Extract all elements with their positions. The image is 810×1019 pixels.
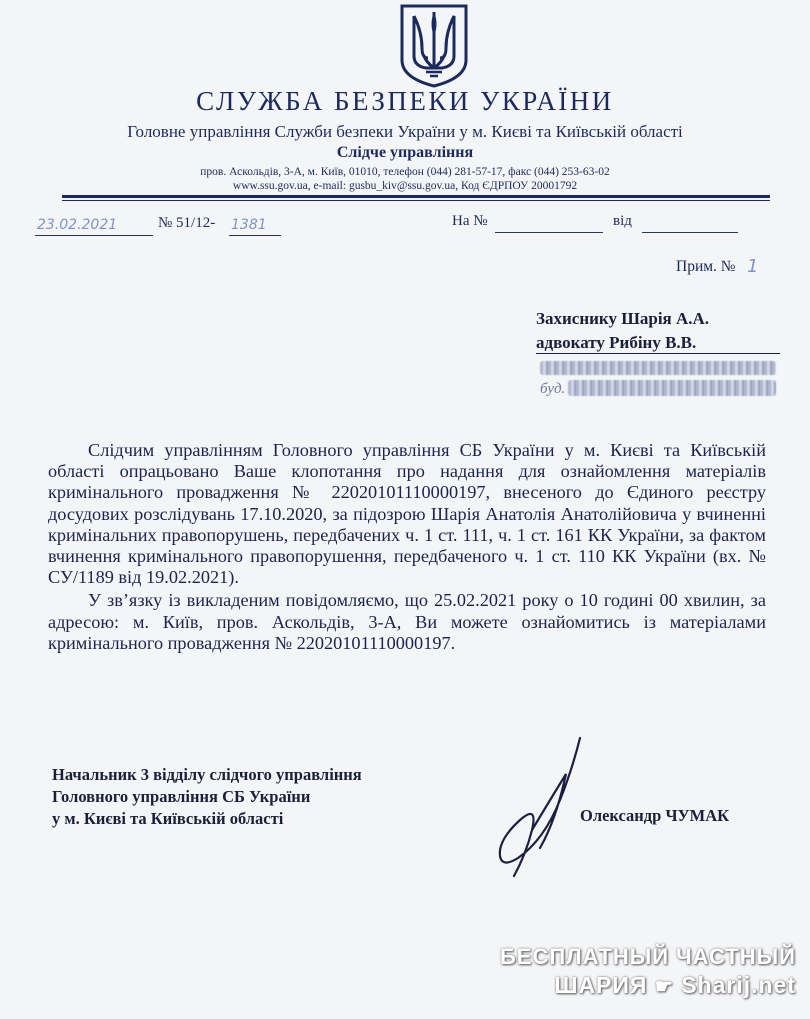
signatory-name: Олександр ЧУМАК [580,806,730,825]
department-name: Слідче управління [336,144,474,161]
redacted-address [540,361,776,375]
letterhead-divider-thin [62,200,770,201]
position-line-3: у м. Києві та Київській області [52,809,284,828]
date-handwritten: 23.02.2021 [37,217,118,233]
watermark-line-2 [554,972,796,999]
reply-number-label: На № [452,213,488,229]
outgoing-number-label: № 51/12- [158,215,216,231]
letterhead-divider [62,195,770,198]
body-paragraph-2: У зв’язку із викладеним повідомляємо, що 25.02.2021 року о 10 годині 00 хвилин, за адресою: м. Київ, пров. Аскольдів, 3-А, Ви можете ознайомитись із матеріалами кримінального провадження № 22020101110000197. [48,590,766,653]
position-line-1: Начальник 3 відділу слідчого управління [52,765,362,784]
redacted-address-2 [568,380,776,396]
recipient-line-2: адвокату Рибіну В.В. [536,333,780,354]
watermark-brand: ШАРИЯ [554,972,648,998]
position-line-2: Головного управління СБ України [52,787,311,806]
pointing-hand-icon: ☛ [654,976,674,998]
reply-number-field [495,214,603,233]
body-paragraph-1: Слідчим управлінням Головного управління СБ України у м. Києві та Київській області опрацьовано Ваше клопотання про надання для ознайомлення матеріалів кримінального провадження № 22020101110000197, внесеного до Єдиного реєстру досудових розслідувань 17.10.2020, за підозрою Шарія Анатолія Анатолійовича у вчиненні кримінальних правопорушень, передбачених ч. 1 ст. 111, ч. 1 ст. 161 КК України, за фактом вчинення кримінального правопорушення, передбаченого ч. 1 ст. 110 КК України (вх. № СУ/1189 від 19.02.2021). [48,440,766,588]
trident-emblem-icon [396,2,472,88]
recipient-line-1: Захиснику Шарія А.А. [536,309,710,328]
watermark-site: Sharij.net [681,972,796,998]
date-field [35,215,153,236]
reply-date-field [642,214,738,233]
letter-body [48,440,766,654]
address-line: пров. Аскольдів, 3-А, м. Київ, 01010, телефон (044) 281-57-17, факс (044) 253-63-02 [200,166,610,178]
signatory-position [52,764,362,830]
copy-number-label: Прим. № [676,258,736,275]
contact-line: www.ssu.gov.ua, e-mail: gusbu_kiv@ssu.gov.ua, Код ЄДРПОУ 20001792 [232,180,578,192]
org-subtitle: Головне управління Служби безпеки України у м. Києві та Київській області [127,122,683,141]
outgoing-number-handwritten: 1381 [231,217,267,233]
reply-date-label: від [613,213,632,229]
recipient-address-prefix: буд. [540,381,566,397]
outgoing-number-field [229,215,281,236]
copy-number-value: 1 [747,256,759,277]
org-title: СЛУЖБА БЕЗПЕКИ УКРАЇНИ [196,86,614,116]
watermark-line-1: БЕСПЛАТНЫЙ ЧАСТНЫЙ [499,944,796,969]
